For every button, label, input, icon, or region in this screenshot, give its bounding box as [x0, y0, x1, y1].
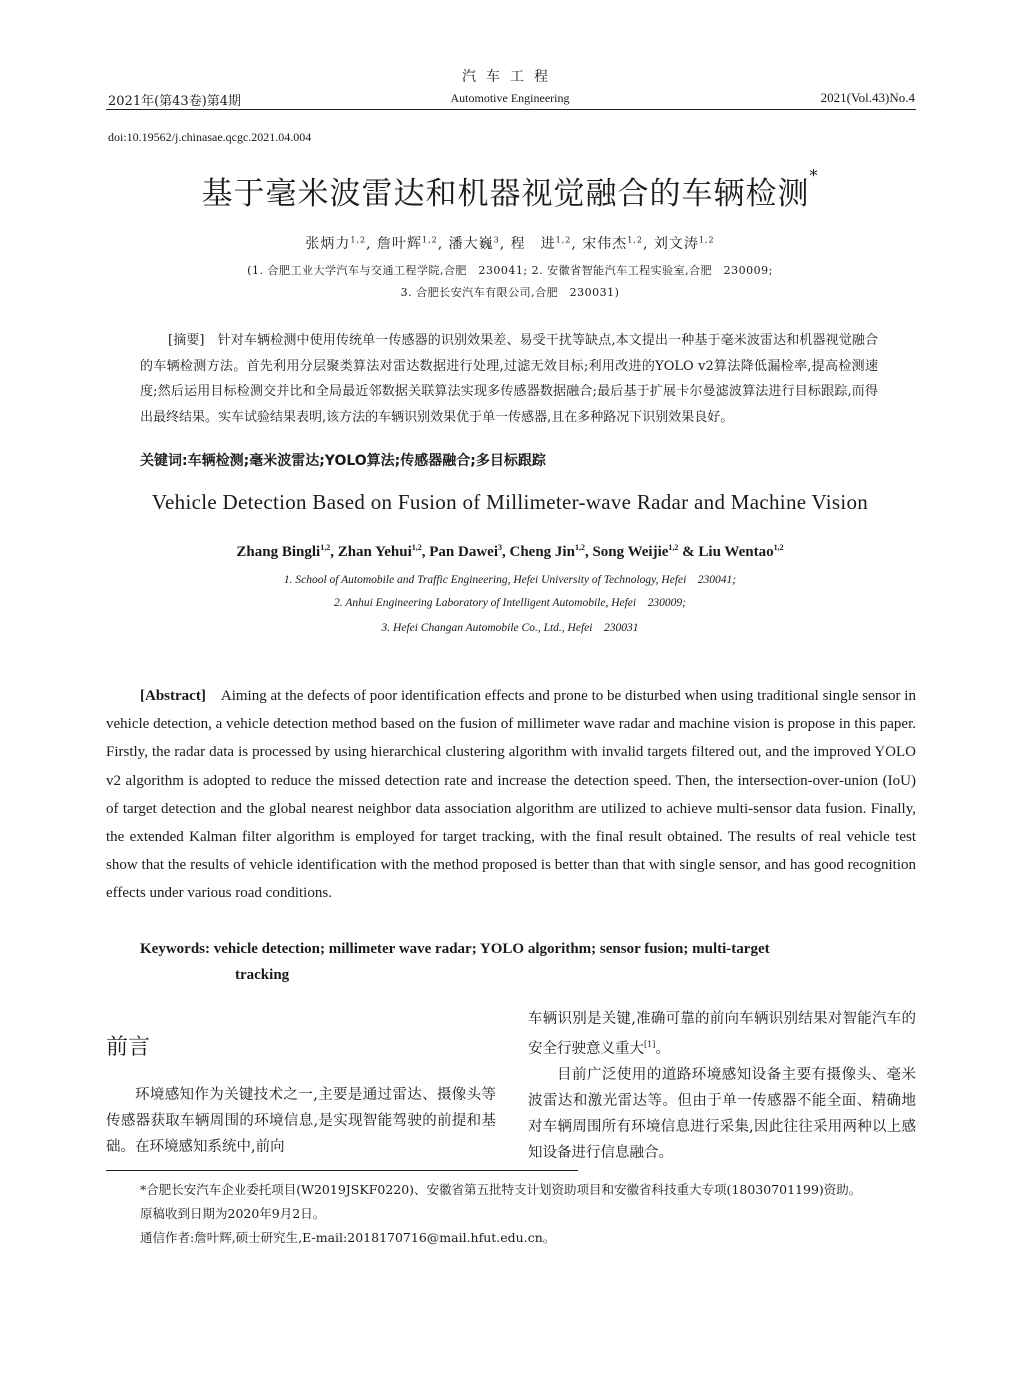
author-cn: 宋伟杰 [582, 236, 628, 252]
abstract-cn-text: 针对车辆检测中使用传统单一传感器的识别效果差、易受干扰等缺点,本文提出一种基于毫米波雷达和机器视觉融合的车辆检测方法。首先利用分层聚类算法对雷达数据进行处理,过滤无效目标;利用改进的YOLO v2算法降低漏检率,提高检测速度;然后运用目标检测交并比和全局最近邻数据关联算法实现多传感器数据融合;最后基于扩展卡尔曼滤波算法进行目标跟踪,而得出最终结果。实车试验结果表明,该方法的车辆识别效果优于单一传感器,且在多种路况下识别效果良好。 [140, 333, 878, 425]
title-en: Vehicle Detection Based on Fusion of Millimeter-wave Radar and Machine Vision [151, 490, 869, 514]
affiliation-cn-line1: (1. 合肥工业大学汽车与交通工程学院,合肥 230041; 2. 安徽省智能汽车工程实验室,合肥 230009; [247, 264, 773, 277]
body-right-para1: 车辆识别是关键,准确可靠的前向车辆识别结果对智能汽车的安全行驶意义重大 [528, 1011, 916, 1057]
author-en: Zhang Bingli [236, 544, 321, 560]
footnotes [106, 1178, 916, 1250]
author-cn: 詹叶辉 [376, 236, 422, 252]
author-en-affil: 3 [498, 543, 502, 552]
abstract-en-text: Aiming at the defects of poor identification effects and prone to be disturbed when using traditional single sensor in vehicle detection, a vehicle detection method based on the fusion of millimeter wave radar and machine vision is propose in this paper. Firstly, the radar data is processed by using hierarchical clustering algorithm with invalid targets filtered out, and the improved YOLO v2 algorithm is adopted to reduce the missed detection rate and increase the detection speed. Then, the intersection-over-union (IoU) of target detection and the global nearest neighbor data association algorithm are utilized to achieve multi-sensor data fusion. Finally, the extended Kalman filter algorithm is employed for target tracking, with the final result obtained. The results of real vehicle test show that the results of vehicle identification with the method proposed is better than that with single sensor, and has good recognition effects under various road conditions. [106, 688, 916, 902]
abstract-cn-label: [摘要] [168, 333, 205, 348]
author-sep: , [584, 544, 593, 560]
header-rule [106, 109, 916, 110]
author-en: Song Weijie [592, 544, 669, 560]
author-cn: 程 进 [510, 236, 556, 252]
keywords-en-line1: vehicle detection; millimeter wave radar; YOLO algorithm; sensor fusion; multi-target [213, 941, 770, 957]
author-en-affil: 1,2 [320, 543, 331, 552]
author-cn-affil: 1,2 [698, 235, 715, 245]
footnote-contact: 通信作者:詹叶辉,硕士研究生,E-mail:2018170716@mail.hfut.edu.cn。 [140, 1230, 556, 1245]
author-sep: , [330, 544, 338, 560]
affiliation-en-line3: 3. Hefei Changan Automobile Co., Ltd., Hefei 230031 [381, 622, 639, 634]
author-sep: , [421, 544, 430, 560]
author-cn: 张炳力 [305, 236, 351, 252]
footnote-rule [106, 1170, 578, 1171]
author-sep: , [571, 236, 577, 252]
authors-cn [0, 233, 1020, 253]
issue-en: 2021(Vol.43)No.4 [820, 90, 915, 105]
author-sep: & [678, 544, 699, 560]
body-right-column [528, 1006, 916, 1166]
abstract-en [106, 682, 916, 908]
author-en: Pan Dawei [429, 544, 498, 560]
author-en-affil: 1,2 [411, 543, 422, 552]
author-en-affil: 1,2 [574, 543, 585, 552]
author-cn-affil: 1,2 [555, 235, 572, 245]
keywords-en [140, 936, 915, 988]
author-cn-affil: 1,2 [350, 235, 367, 245]
keywords-cn-text: 车辆检测;毫米波雷达;YOLO算法;传感器融合;多目标跟踪 [187, 453, 546, 469]
author-sep: , [437, 236, 444, 252]
author-en-affil: 1,2 [773, 543, 784, 552]
title-cn [0, 168, 1020, 213]
author-cn-affil: 1,2 [421, 235, 438, 245]
author-en-affil: 1,2 [668, 543, 679, 552]
author-cn-affil: 3 [493, 235, 500, 245]
keywords-en-line2: tracking [235, 967, 290, 983]
footnote-fund: *合肥长安汽车企业委托项目(W2019JSKF0220)、安徽省第五批特支计划资助项目和安徽省科技重大专项(18030701199)资助。 [140, 1182, 862, 1197]
abstract-en-label: [Abstract] [140, 688, 206, 704]
issue-cn: 2021年(第43卷)第4期 [108, 94, 242, 109]
doi[interactable]: doi:10.19562/j.chinasae.qcgc.2021.04.004 [108, 130, 312, 144]
author-cn: 刘文涛 [653, 236, 699, 252]
journal-title-en: Automotive Engineering [450, 91, 570, 105]
title-footnote-mark: * [809, 166, 819, 185]
journal-title-cn: 汽车工程 [462, 69, 558, 85]
keywords-en-label: Keywords: [140, 941, 210, 957]
author-en: Zhan Yehui [337, 544, 412, 560]
author-en: Cheng Jin [509, 544, 575, 560]
author-cn-affil: 1,2 [627, 235, 643, 245]
author-sep: , [499, 236, 506, 252]
author-cn: 潘大巍 [448, 236, 494, 252]
title-cn-text: 基于毫米波雷达和机器视觉融合的车辆检测 [201, 176, 810, 212]
author-sep: , [366, 236, 372, 252]
citation-ref[interactable]: [1] [644, 1040, 656, 1049]
authors-en [0, 543, 1020, 561]
author-en: Liu Wentao [698, 544, 774, 560]
keywords-cn-label: 关键词: [140, 453, 188, 469]
body-right-para2: 目前广泛使用的道路环境感知设备主要有摄像头、毫米波雷达和激光雷达等。但由于单一传感器不能全面、精确地对车辆周围所有环境信息进行采集,因此往往采用两种以上感知设备进行信息融合。 [528, 1066, 916, 1161]
author-sep: , [643, 236, 649, 252]
keywords-cn [140, 450, 880, 470]
body-right-para1-end: 。 [655, 1040, 670, 1057]
author-sep: , [502, 544, 510, 560]
abstract-cn [140, 328, 878, 430]
body-left-column: 环境感知作为关键技术之一,主要是通过雷达、摄像头等传感器获取车辆周围的环境信息,是实现智能驾驶的前提和基础。在环境感知系统中,前向 [106, 1087, 496, 1155]
footnote-received: 原稿收到日期为2020年9月2日。 [140, 1206, 326, 1221]
section-title: 前言 [106, 1035, 151, 1060]
affiliation-en-line1: 1. School of Automobile and Traffic Engineering, Hefei University of Technology, Hefei 230041; [283, 574, 737, 586]
affiliation-en-line2: 2. Anhui Engineering Laboratory of Intelligent Automobile, Hefei 230009; [334, 597, 686, 609]
affiliation-cn-line2: 3. 合肥长安汽车有限公司,合肥 230031) [400, 286, 620, 299]
